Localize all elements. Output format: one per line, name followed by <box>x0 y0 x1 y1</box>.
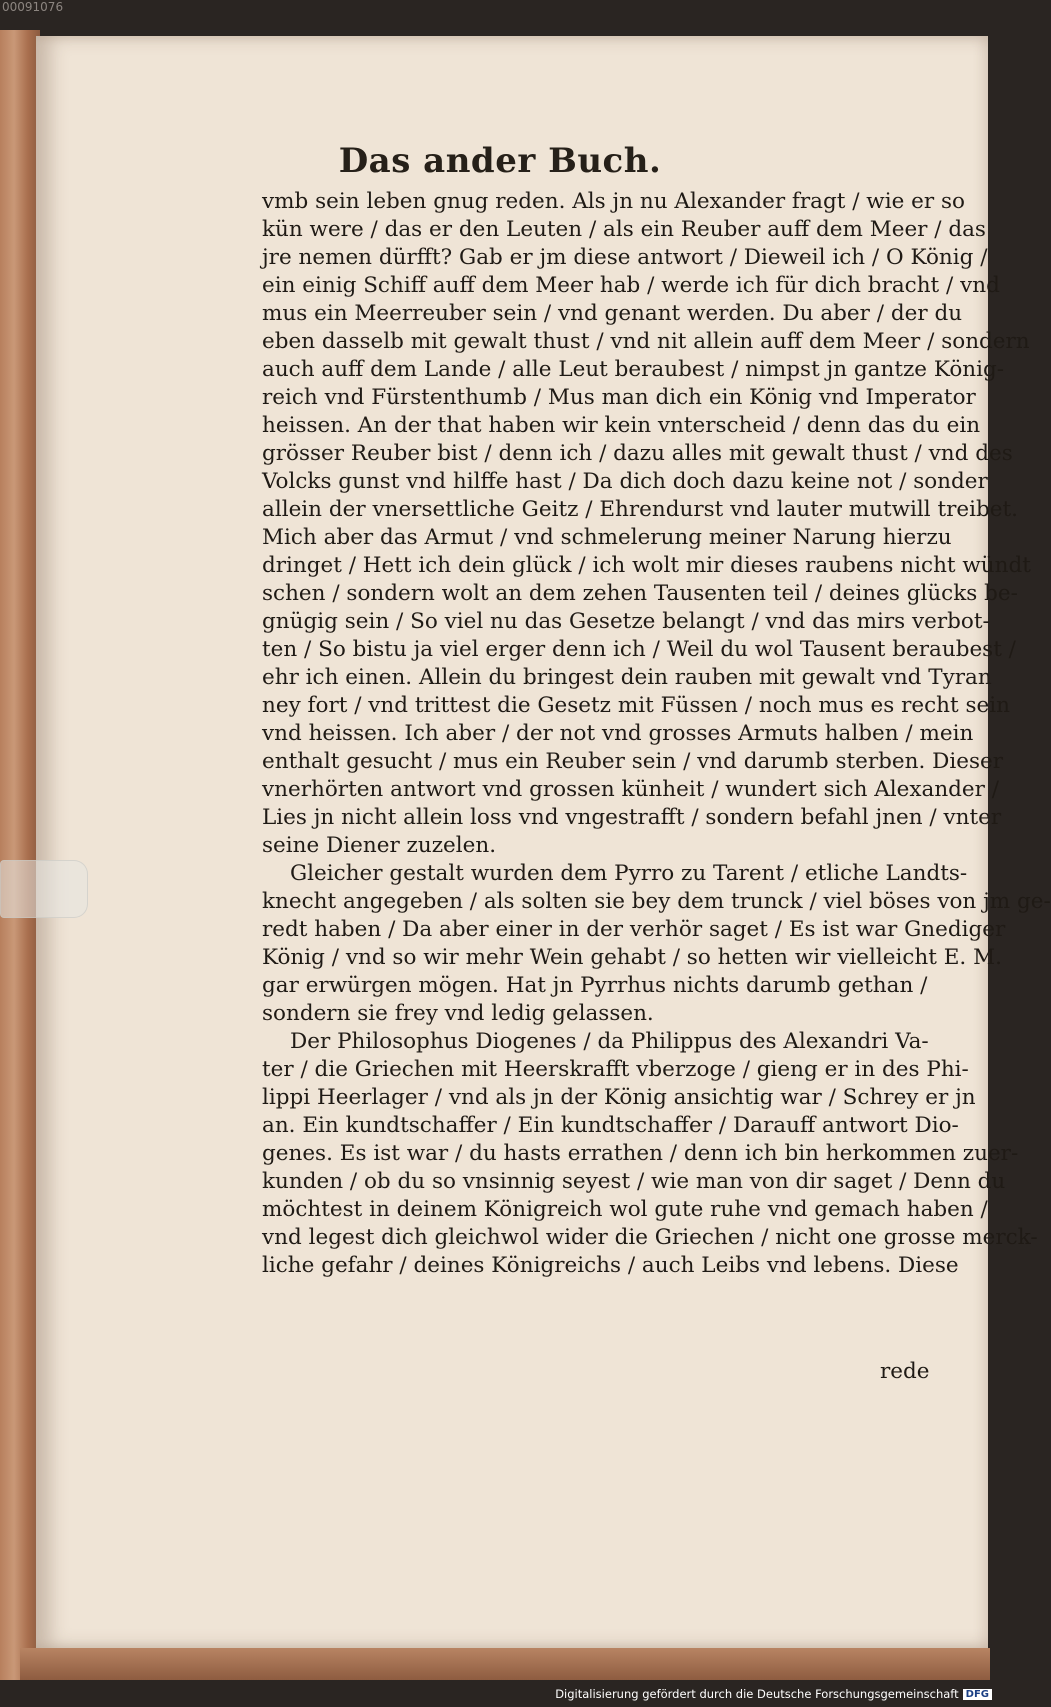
text-line: ehr ich einen. Allein du bringest dein rauben mit gewalt vnd Tyran <box>262 665 992 690</box>
text-line: schen / sondern wolt an dem zehen Tausenten teil / deines glücks be- <box>262 581 1018 606</box>
text-line: sondern sie frey vnd ledig gelassen. <box>262 1001 654 1026</box>
text-line: enthalt gesucht / mus ein Reuber sein / vnd darumb sterben. Dieser <box>262 749 1003 774</box>
text-line: lippi Heerlager / vnd als jn der König ansichtig war / Schrey er jn <box>262 1085 976 1110</box>
catchword: rede <box>880 1359 930 1384</box>
text-line: ten / So bistu ja viel erger denn ich / Weil du wol Tausent beraubest / <box>262 637 1016 662</box>
text-line: Gleicher gestalt wurden dem Pyrro zu Tarent / etliche Landts- <box>290 861 968 886</box>
text-line: kün were / das er den Leuten / als ein Reuber auff dem Meer / das <box>262 217 986 242</box>
text-line: ney fort / vnd trittest die Gesetz mit Füssen / noch mus es recht sein <box>262 693 1010 718</box>
text-line: seine Diener zuzelen. <box>262 833 497 858</box>
text-line: jre nemen dürfft? Gab er jm diese antwort / Dieweil ich / O König / <box>262 245 988 270</box>
text-line: vnerhörten antwort vnd grossen künheit / wundert sich Alexander / <box>262 777 1000 802</box>
text-line: eben dasselb mit gewalt thust / vnd nit allein auff dem Meer / sondern <box>262 329 1030 354</box>
text-line: liche gefahr / deines Königreichs / auch Leibs vnd lebens. Diese <box>262 1253 959 1278</box>
text-line: heissen. An der that haben wir kein vnterscheid / denn das du ein <box>262 413 981 438</box>
text-line: allein der vnersettliche Geitz / Ehrendurst vnd lauter mutwill treibet. <box>262 497 1018 522</box>
digitization-credit <box>555 1687 992 1701</box>
text-line: an. Ein kundtschaffer / Ein kundtschaffer / Darauff antwort Dio- <box>262 1113 959 1138</box>
text-line: Lies jn nicht allein loss vnd vngestrafft / sondern befahl jnen / vnter <box>262 805 1002 830</box>
text-line: ter / die Griechen mit Heerskrafft vberzoge / gieng er in des Phi- <box>262 1057 969 1082</box>
text-line: genes. Es ist war / du hasts errathen / denn ich bin herkommen zuer- <box>262 1141 1019 1166</box>
scan-id-label: 00091076 <box>2 0 64 14</box>
text-line: grösser Reuber bist / denn ich / dazu alles mit gewalt thust / vnd des <box>262 441 1013 466</box>
text-line: dringet / Hett ich dein glück / ich wolt mir dieses raubens nicht wündt <box>262 553 1031 578</box>
text-line: knecht angegeben / als solten sie bey dem trunck / viel böses von jm ge- <box>262 889 1051 914</box>
text-line: vnd legest dich gleichwol wider die Griechen / nicht one grosse merck- <box>262 1225 1038 1250</box>
text-line: mus ein Meerreuber sein / vnd genant werden. Du aber / der du <box>262 301 963 326</box>
text-line: auch auff dem Lande / alle Leut beraubest / nimpst jn gantze König- <box>262 357 1005 382</box>
text-line: reich vnd Fürstenthumb / Mus man dich ein König vnd Imperator <box>262 385 976 410</box>
text-line: ein einig Schiff auff dem Meer hab / werde ich für dich bracht / vnd <box>262 273 1000 298</box>
text-line: vmb sein leben gnug reden. Als jn nu Alexander fragt / wie er so <box>262 189 965 214</box>
text-line: Mich aber das Armut / vnd schmelerung meiner Narung hierzu <box>262 525 952 550</box>
text-line: gar erwürgen mögen. Hat jn Pyrrhus nichts darumb gethan / <box>262 973 928 998</box>
text-line: König / vnd so wir mehr Wein gehabt / so hetten wir vielleicht E. M. <box>262 945 1002 970</box>
page-title: Das ander Buch. <box>338 141 662 181</box>
credit-text: Digitalisierung gefördert durch die Deutsche Forschungsgemeinschaft <box>555 1687 959 1701</box>
dfg-logo: DFG <box>963 1689 992 1700</box>
text-line: Der Philosophus Diogenes / da Philippus des Alexandri Va- <box>290 1029 929 1054</box>
text-line: vnd heissen. Ich aber / der not vnd grosses Armuts halben / mein <box>262 721 974 746</box>
text-line: möchtest in deinem Königreich wol gute ruhe vnd gemach haben / <box>262 1197 988 1222</box>
text-line: redt haben / Da aber einer in der verhör saget / Es ist war Gnediger <box>262 917 1006 942</box>
text-line: kunden / ob du so vnsinnig seyest / wie man von dir saget / Denn du <box>262 1169 1006 1194</box>
text-line: gnügig sein / So viel nu das Gesetze belangt / vnd das mirs verbot- <box>262 609 990 634</box>
text-line: Volcks gunst vnd hilffe hast / Da dich doch dazu keine not / sonder <box>262 469 988 494</box>
